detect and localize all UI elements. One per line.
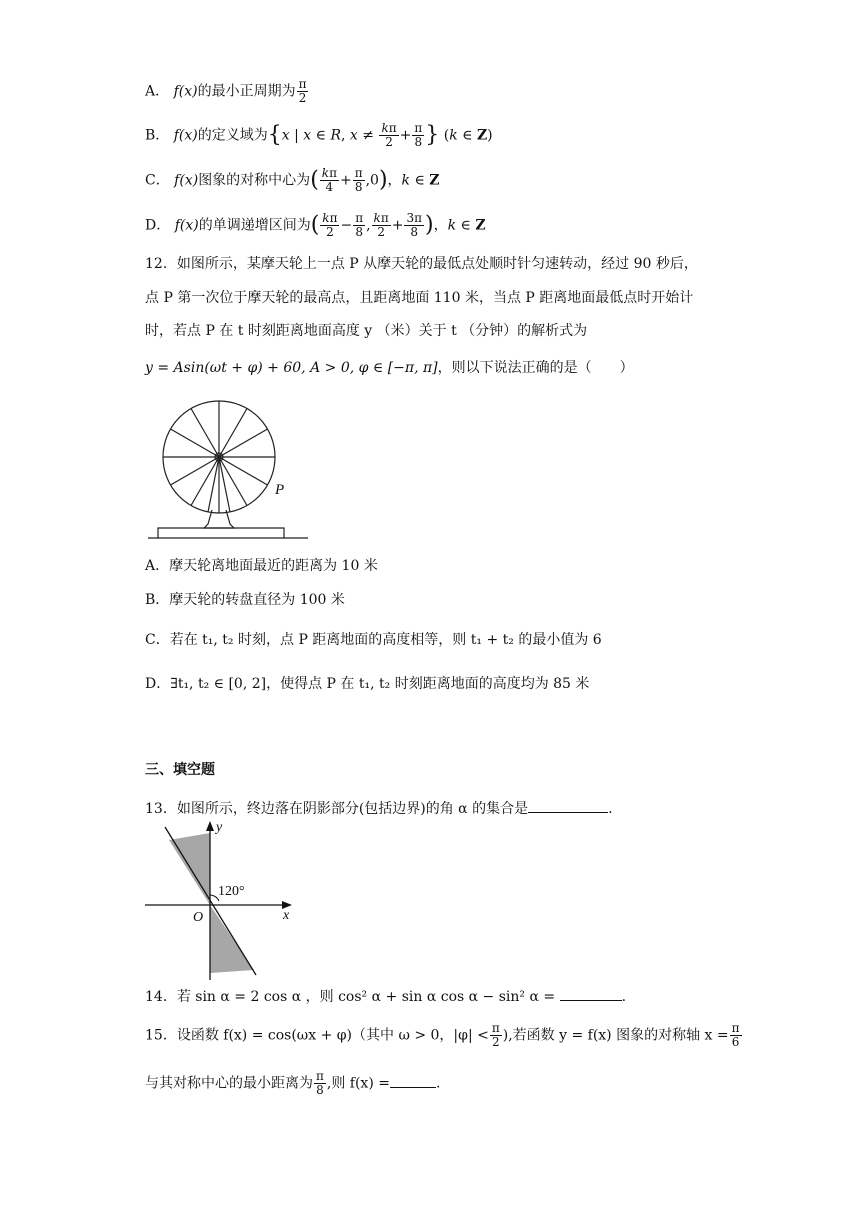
point-p-label: P: [275, 482, 285, 498]
answer-blank: [390, 1073, 436, 1088]
q12-formula: y = Asin(ωt + φ) + 60, A > 0, φ ∈ [−π, π]，则以下说法正确的是（ ）: [145, 360, 634, 376]
answer-blank: [528, 798, 608, 813]
q11-option-c: C． f(x)图象的对称中心为( $\frac{k\pi}{4}$ + $\frac{\pi}{8}$ ,0)，k ∈ Z: [145, 166, 440, 194]
wheel-base: [158, 528, 284, 538]
q12-option-b: B．摩天轮的转盘直径为 100 米: [145, 592, 345, 608]
q12-line3: 时，若点 P 在 t 时刻距离地面高度 y （米）关于 t （分钟）的解析式为: [145, 323, 588, 339]
answer-blank: [560, 986, 622, 1001]
fx-symbol: f(x): [173, 83, 198, 100]
q12-option-c: C．若在 t₁, t₂ 时刻，点 P 距离地面的高度相等，则 t₁ + t₂ 的最小值为 6: [145, 632, 602, 648]
q15-line2: 与其对称中心的最小距离为 $\frac{\pi}{8}$ ,则 f(x) = .: [145, 1069, 441, 1097]
shaded-region-lower: [210, 905, 254, 973]
section-title: 三、填空题: [145, 762, 215, 778]
q12-option-a: A．摩天轮离地面最近的距离为 10 米: [145, 558, 378, 574]
fraction: $\frac{\pi}{2}$: [298, 77, 307, 105]
x-axis-label: x: [283, 908, 290, 923]
ferris-wheel-figure: [148, 398, 308, 548]
q11-option-a: A． f(x)的最小正周期为 $\frac{\pi}{2}$: [145, 77, 307, 105]
q12-line1: 12．如图所示，某摩天轮上一点 P 从摩天轮的最低点处顺时针匀速转动，经过 90 秒后，: [145, 256, 698, 272]
q13-text: 13．如图所示，终边落在阴影部分(包括边界)的角 α 的集合是 .: [145, 798, 613, 819]
q11-option-b: B． f(x)的定义域为{x | x ∈ R, x ≠ $\frac{k\pi}{2}$ + $\frac{\pi}{8}$ } (k ∈ Z): [145, 121, 493, 149]
y-axis-arrow: [206, 821, 214, 831]
q14-text: 14．若 sin α = 2 cos α ，则 cos² α + sin α cos α − sin² α = .: [145, 986, 626, 1007]
q11-option-d: D． f(x)的单调递增区间为( $\frac{k\pi}{2}$ − $\frac{\pi}{8}$ , $\frac{k\pi}{2}$ + $\frac{3\pi}{8}$ )，k ∈ Z: [145, 211, 486, 239]
q12-option-d: D．∃t₁, t₂ ∈ [0, 2]，使得点 P 在 t₁, t₂ 时刻距离地面的高度均为 85 米: [145, 676, 590, 692]
angle-label: 120°: [218, 884, 245, 899]
q12-line2: 点 P 第一次位于摩天轮的最高点，且距离地面 110 米，当点 P 距离地面最低点时开始计: [145, 290, 694, 306]
q15-line1: 15．设函数 f(x) = cos(ωx + φ)（其中 ω > 0，|φ| < $\frac{\pi}{2}$ ),若函数 y = f(x) 图象的对称轴 x = $\frac{\pi}{6}$: [145, 1021, 740, 1049]
angle-figure: [145, 815, 300, 980]
y-axis-label: y: [216, 820, 223, 835]
origin-label: O: [193, 910, 204, 925]
